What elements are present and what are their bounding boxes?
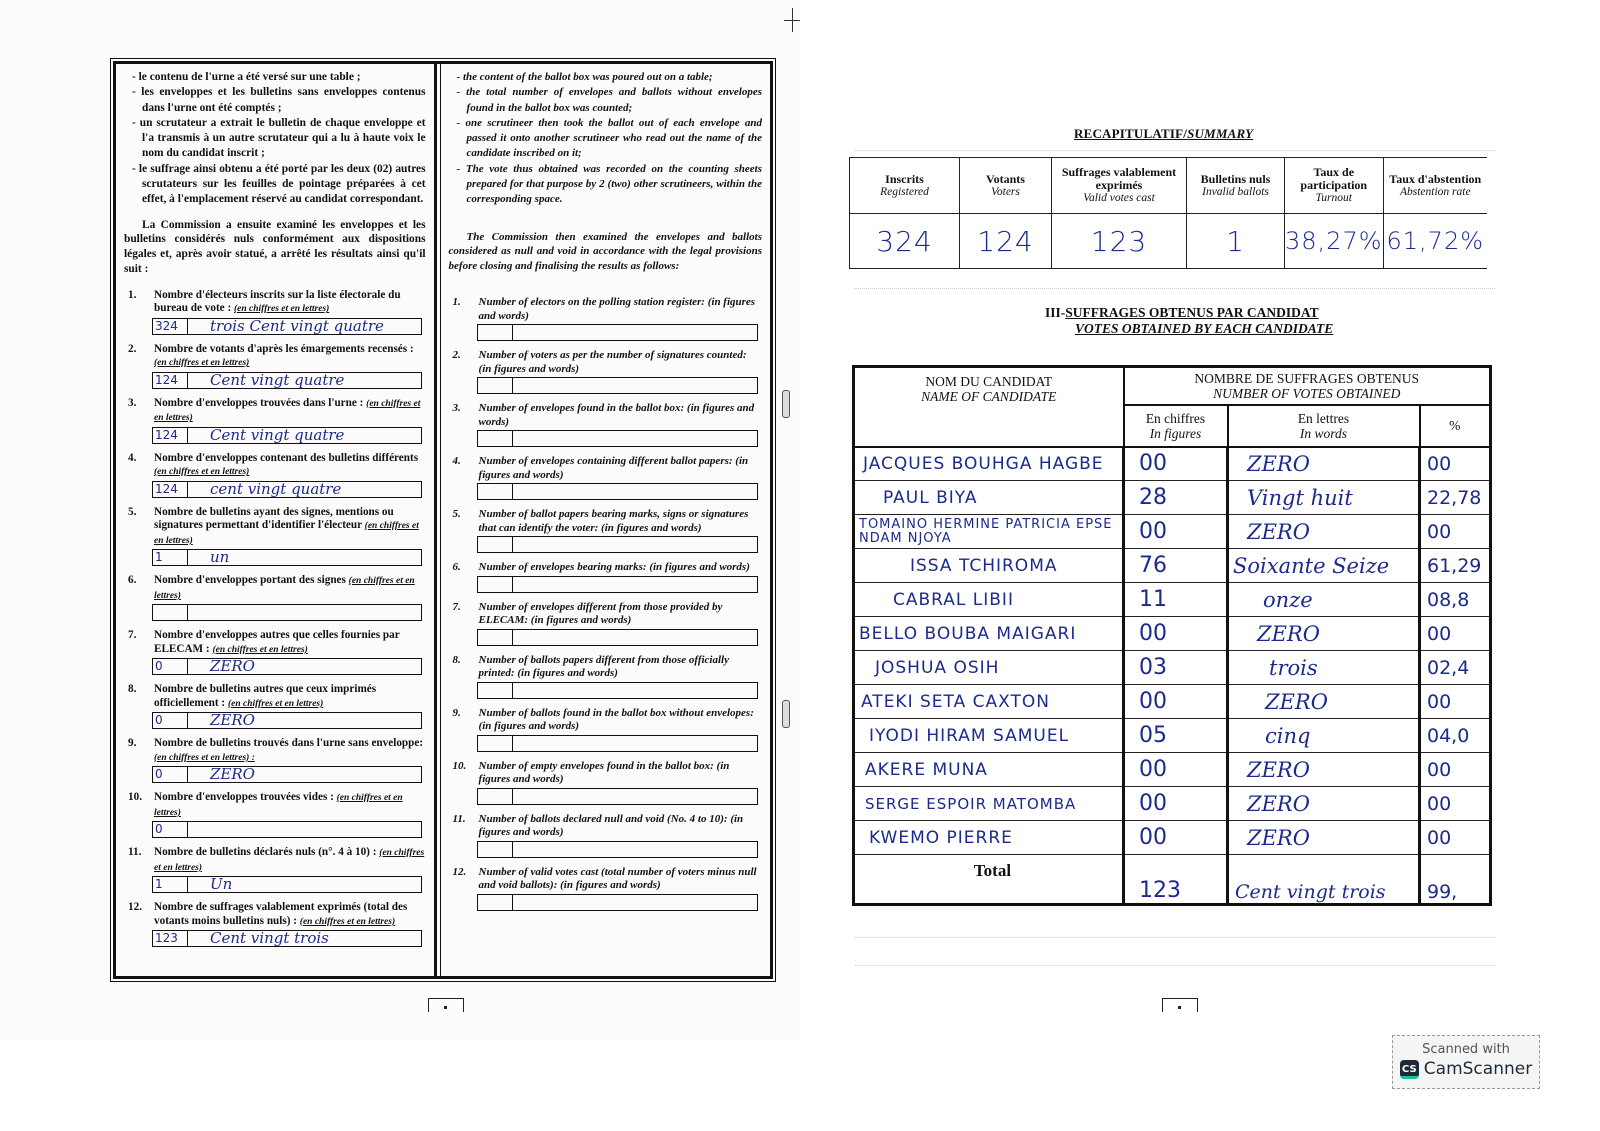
votes-percent: 22,78 xyxy=(1420,481,1491,515)
candidate-name: JOSHUA OSIH xyxy=(854,651,1124,685)
answer-field[interactable] xyxy=(152,658,422,675)
votes-figures: 05 xyxy=(1124,719,1228,753)
answer-field[interactable] xyxy=(152,549,422,566)
candidate-name: IYODI HIRAM SAMUEL xyxy=(854,719,1124,753)
answer-words xyxy=(513,325,757,340)
item-hint: (in figures and words) xyxy=(478,362,580,375)
item-en-2 xyxy=(449,349,762,394)
item-fr-5 xyxy=(124,506,426,567)
candidate-name: JACQUES BOUHGA HAGBE xyxy=(854,447,1124,481)
votes-percent: 00 xyxy=(1420,753,1491,787)
item-label: Number of ballots found in the ballot box without envelopes: xyxy=(478,706,754,719)
votes-words: ZERO xyxy=(1228,787,1420,821)
candidate-name: AKERE MUNA xyxy=(854,753,1124,787)
item-hint: (in figures and words) xyxy=(478,759,730,786)
answer-words: trois Cent vingt quatre xyxy=(210,316,384,335)
summary-values-row xyxy=(850,214,1488,269)
item-label: Nombre de bulletins autres que ceux imprimés officiellement : xyxy=(154,683,377,709)
votes-figures: 00 xyxy=(1124,685,1228,719)
votes-figures: 00 xyxy=(1124,753,1228,787)
votes-percent: 00 xyxy=(1420,821,1491,855)
item-number: 5. xyxy=(452,508,461,521)
answer-figure xyxy=(478,537,513,552)
item-label: Nombre de votants d'après les émargements recensés : xyxy=(154,342,414,355)
item-hint: (en chiffres et en lettres) xyxy=(233,304,330,315)
item-hint: (en chiffres et en lettres) xyxy=(154,521,419,546)
item-label: Nombre d'enveloppes trouvées vides : xyxy=(154,791,334,804)
answer-figure: 0 xyxy=(153,822,188,837)
item-hint: (in figures and words) xyxy=(478,455,749,481)
candidate-row xyxy=(854,583,1491,617)
dotted-line xyxy=(855,288,1495,289)
value-abstention: 61,72% xyxy=(1383,214,1487,269)
candidate-row xyxy=(854,515,1491,549)
header-valid-votes: Suffrages valablement exprimés Valid votes cast xyxy=(1052,158,1187,214)
item-number: 3. xyxy=(128,396,137,409)
item-label: Number of ballot papers bearing marks, signs or signatures that can identify the voter: xyxy=(478,508,749,534)
minutes-form xyxy=(113,61,773,979)
dotted-line xyxy=(855,937,1495,938)
total-words: Cent vingt trois xyxy=(1228,855,1420,905)
item-en-4 xyxy=(449,455,762,500)
candidate-name: BELLO BOUBA MAIGARI xyxy=(854,617,1124,651)
item-hint: (in figures and words) xyxy=(478,402,755,428)
answer-field[interactable] xyxy=(477,576,758,593)
answer-figure: 0 xyxy=(153,767,188,782)
votes-percent: 02,4 xyxy=(1420,651,1491,685)
answer-figure xyxy=(153,605,188,620)
answer-field[interactable] xyxy=(477,788,758,805)
header-invalid-ballots: Bulletins nuls Invalid ballots xyxy=(1187,158,1285,214)
item-label: Nombre d'enveloppes autres que celles fournies par ELECAM : xyxy=(154,629,400,655)
candidate-name: TOMAINO HERMINE PATRICIA EPSE NDAM NJOYA xyxy=(854,515,1124,549)
value-valid-votes: 123 xyxy=(1052,214,1187,269)
binding-staple xyxy=(782,390,790,418)
answer-words xyxy=(513,577,757,592)
answer-words xyxy=(513,630,757,645)
item-number: 1. xyxy=(452,296,461,309)
answer-words: ZERO xyxy=(210,765,255,784)
item-label: Number of envelopes containing different ballot papers: xyxy=(478,455,733,468)
item-en-12 xyxy=(449,866,762,911)
candidate-row xyxy=(854,549,1491,583)
section-title xyxy=(1045,305,1333,337)
candidate-name: KWEMO PIERRE xyxy=(854,821,1124,855)
summary-title-en: SUMMARY xyxy=(1187,126,1254,141)
item-number: 11. xyxy=(128,846,142,859)
candidate-row xyxy=(854,821,1491,855)
votes-percent: 00 xyxy=(1420,617,1491,651)
item-en-11 xyxy=(449,813,762,858)
item-hint: (en chiffres et en lettres) xyxy=(227,698,324,709)
answer-words: cent vingt quatre xyxy=(210,479,342,498)
candidate-row xyxy=(854,651,1491,685)
item-fr-9 xyxy=(124,737,426,783)
votes-figures: 00 xyxy=(1124,821,1228,855)
votes-percent: 61,29 xyxy=(1420,549,1491,583)
answer-field[interactable] xyxy=(477,841,758,858)
item-label: Number of envelopes found in the ballot box: xyxy=(478,402,685,415)
item-en-1 xyxy=(449,296,762,341)
candidates-table xyxy=(852,365,1492,906)
answer-field[interactable] xyxy=(152,876,422,893)
votes-words: ZERO xyxy=(1228,685,1420,719)
header-voters: Votants Voters xyxy=(960,158,1052,214)
item-fr-6 xyxy=(124,574,426,621)
votes-words: ZERO xyxy=(1228,617,1420,651)
item-en-10 xyxy=(449,760,762,805)
item-fr-7 xyxy=(124,629,426,675)
votes-words: ZERO xyxy=(1228,515,1420,549)
bullet-fr: - le suffrage ainsi obtenu a été porté par les deux (02) autres scrutateurs sur les feuilles de pointage préparées à cet effet, à l'emplacement réservé au candidat correspondant. xyxy=(132,162,426,206)
answer-words xyxy=(513,537,757,552)
candidate-name: CABRAL LIBII xyxy=(854,583,1124,617)
item-fr-12 xyxy=(124,901,426,947)
answer-figure xyxy=(478,736,513,751)
value-invalid-ballots: 1 xyxy=(1187,214,1285,269)
answer-figure: 124 xyxy=(153,482,188,497)
value-turnout: 38,27% xyxy=(1285,214,1384,269)
item-label: Nombre d'enveloppes contenant des bulletins différents xyxy=(154,451,419,464)
watermark-caption: Scanned with xyxy=(1422,1042,1510,1057)
candidate-row xyxy=(854,719,1491,753)
item-hint: (in figures and words) xyxy=(601,521,702,534)
item-hint: (en chiffres et en lettres) xyxy=(154,793,403,818)
item-fr-3 xyxy=(124,397,426,444)
item-number: 9. xyxy=(452,706,461,719)
votes-figures: 00 xyxy=(1124,617,1228,651)
intro-en: The Commission then examined the envelopes and ballots considered as null and void in accordance with the legal provisions before closing and finalising the results as follows: xyxy=(448,230,762,273)
answer-figure: 124 xyxy=(153,428,188,443)
votes-figures: 11 xyxy=(1124,583,1228,617)
answer-figure xyxy=(478,630,513,645)
answer-words xyxy=(513,683,757,698)
item-number: 7. xyxy=(128,629,137,642)
candidates-header-row xyxy=(854,367,1491,405)
item-number: 11. xyxy=(452,812,466,825)
item-fr-10 xyxy=(124,791,426,838)
item-hint: (en chiffres et en lettres) xyxy=(154,358,250,369)
item-hint: (in figures and words) xyxy=(649,561,750,574)
votes-words: Vingt huit xyxy=(1228,481,1420,515)
answer-field[interactable] xyxy=(152,712,422,729)
answer-words xyxy=(513,842,757,857)
answer-figure xyxy=(478,789,513,804)
item-number: 8. xyxy=(452,653,461,666)
candidate-name: ISSA TCHIROMA xyxy=(854,549,1124,583)
item-number: 3. xyxy=(452,402,461,415)
page-registration-mark xyxy=(1162,998,1198,1012)
answer-figure xyxy=(478,325,513,340)
bullet-en: - the total number of envelopes and ballots without envelopes found in the ballot box was counted; xyxy=(456,86,762,114)
item-fr-11 xyxy=(124,846,426,893)
answer-words xyxy=(513,736,757,751)
item-fr-2 xyxy=(124,343,426,389)
summary-table xyxy=(849,157,1487,269)
votes-percent: 00 xyxy=(1420,515,1491,549)
item-en-8 xyxy=(449,654,762,699)
item-label: Number of ballots declared null and void (No. 4 to 10): xyxy=(478,812,728,825)
bullet-en: - one scrutineer then took the ballot out of each envelope and passed it onto another scrutineer who read out the name of the candidate inscribed on it; xyxy=(456,116,762,160)
answer-field[interactable] xyxy=(152,318,422,335)
page-registration-mark xyxy=(428,998,464,1012)
answer-field[interactable] xyxy=(152,821,422,838)
header-registered: Inscrits Registered xyxy=(850,158,960,214)
answer-words xyxy=(513,484,757,499)
item-label: Number of envelopes different from those provided by ELECAM: xyxy=(478,600,723,627)
item-number: 6. xyxy=(452,561,461,574)
procedure-bullets-fr xyxy=(124,70,426,208)
answer-words: un xyxy=(210,548,230,567)
item-hint: (en chiffres et en lettres) xyxy=(212,644,308,655)
answer-figure xyxy=(478,577,513,592)
header-in-figures: En chiffres In figures xyxy=(1124,405,1228,447)
item-en-7 xyxy=(449,601,762,646)
answer-words: ZERO xyxy=(210,657,255,676)
summary-title-fr: RECAPITULATIF/ xyxy=(1074,126,1188,141)
votes-percent: 00 xyxy=(1420,447,1491,481)
answer-field[interactable] xyxy=(477,430,758,447)
answer-words: ZERO xyxy=(210,711,255,730)
item-en-6 xyxy=(449,561,762,593)
header-turnout: Taux de participation Turnout xyxy=(1285,158,1384,214)
camscanner-watermark xyxy=(1392,1035,1540,1089)
answer-figure: 1 xyxy=(153,877,188,892)
item-number: 5. xyxy=(128,505,137,518)
item-label: Number of voters as per the number of signatures counted: xyxy=(478,349,747,362)
item-number: 10. xyxy=(128,791,142,804)
candidate-row xyxy=(854,685,1491,719)
candidate-row xyxy=(854,447,1491,481)
answer-field[interactable] xyxy=(152,372,422,389)
votes-words: ZERO xyxy=(1228,821,1420,855)
section-prefix: III- xyxy=(1045,305,1066,320)
item-number: 2. xyxy=(452,349,461,362)
left-page xyxy=(0,0,800,1040)
item-hint: (en chiffres et en lettres) : xyxy=(154,752,255,763)
header-percent: % xyxy=(1420,405,1491,447)
item-number: 12. xyxy=(452,865,467,878)
candidate-row xyxy=(854,481,1491,515)
value-registered: 324 xyxy=(850,214,960,269)
answer-field[interactable] xyxy=(152,481,422,498)
dotted-line xyxy=(855,150,1495,151)
bullet-fr: - un scrutateur a extrait le bulletin de chaque enveloppe et l'a transmis à un autre scrutateur qui a lu à haute voix le nom du candidat inscrit ; xyxy=(132,116,426,160)
items-en xyxy=(449,296,762,911)
right-page xyxy=(800,0,1500,1040)
item-en-3 xyxy=(449,402,762,447)
item-hint: (en chiffres et en lettres) xyxy=(154,467,250,478)
answer-figure: 1 xyxy=(153,550,188,565)
votes-percent: 00 xyxy=(1420,685,1491,719)
answer-words xyxy=(513,789,757,804)
bullet-fr: - les enveloppes et les bulletins sans enveloppes contenus dans l'urne ont été comptés ; xyxy=(132,86,426,114)
item-label: Number of ballots papers different from those officially printed: xyxy=(478,653,729,680)
bullet-en: - The vote thus obtained was recorded on the counting sheets prepared for that purpose by 2 (two) other scrutineers, within the corresponding space. xyxy=(456,162,762,206)
item-label: Nombre d'enveloppes portant des signes xyxy=(154,574,346,587)
item-number: 7. xyxy=(452,600,461,613)
item-fr-8 xyxy=(124,683,426,729)
votes-words: trois xyxy=(1228,651,1420,685)
answer-field[interactable] xyxy=(477,735,758,752)
answer-words xyxy=(188,822,421,837)
candidate-name: ATEKI SETA CAXTON xyxy=(854,685,1124,719)
candidate-name: SERGE ESPOIR MATOMBA xyxy=(854,787,1124,821)
answer-figure: 123 xyxy=(153,931,188,946)
candidate-name: PAUL BIYA xyxy=(854,481,1124,515)
item-number: 12. xyxy=(128,901,142,914)
item-hint: (en chiffres et en lettres) xyxy=(154,398,421,424)
item-label: Nombre de bulletins déclarés nuls (n°. 4 à 10) : xyxy=(154,846,377,859)
item-number: 2. xyxy=(128,342,137,355)
summary-title xyxy=(1074,126,1253,142)
item-number: 4. xyxy=(128,451,137,464)
item-number: 8. xyxy=(128,683,137,696)
item-number: 1. xyxy=(128,288,137,301)
total-percent: 99, xyxy=(1420,855,1491,905)
bullet-fr: - le contenu de l'urne a été versé sur une table ; xyxy=(132,71,361,83)
item-label: Number of valid votes cast (total number of voters minus null and void ballots): xyxy=(478,865,757,892)
votes-percent: 04,0 xyxy=(1420,719,1491,753)
item-label: Nombre de bulletins trouvés dans l'urne sans enveloppe: xyxy=(154,737,424,750)
item-en-5 xyxy=(449,508,762,553)
answer-field[interactable] xyxy=(477,682,758,699)
answer-figure: 124 xyxy=(153,373,188,388)
answer-field[interactable] xyxy=(152,604,422,621)
item-hint: (in figures and words) xyxy=(478,720,580,733)
answer-field[interactable] xyxy=(477,536,758,553)
header-candidate-name: NOM DU CANDIDAT NAME OF CANDIDATE xyxy=(854,367,1124,447)
votes-percent: 00 xyxy=(1420,787,1491,821)
total-row xyxy=(854,855,1491,905)
answer-field[interactable] xyxy=(152,766,422,783)
bullet-en: - the content of the ballot box was poured out on a table; xyxy=(456,71,713,83)
item-number: 6. xyxy=(128,574,137,587)
item-label: Nombre d'électeurs inscrits sur la liste électorale du bureau de vote : xyxy=(154,288,401,315)
item-hint: (en chiffres et en lettres) xyxy=(299,916,396,927)
answer-field[interactable] xyxy=(477,483,758,500)
votes-figures: 00 xyxy=(1124,447,1228,481)
french-column xyxy=(116,64,437,976)
item-hint: (in figures and words) xyxy=(478,296,756,322)
header-abstention: Taux d'abstention Abstention rate xyxy=(1383,158,1487,214)
item-hint: (in figures and words) xyxy=(560,879,661,892)
item-fr-1 xyxy=(124,289,426,335)
answer-words: Cent vingt quatre xyxy=(210,370,345,389)
answer-figure xyxy=(478,431,513,446)
answer-figure xyxy=(478,484,513,499)
item-label: Nombre d'enveloppes trouvées dans l'urne : xyxy=(154,396,364,409)
candidate-row xyxy=(854,753,1491,787)
watermark-brand: CamScanner xyxy=(1423,1059,1533,1079)
item-label: Nombre de bulletins ayant des signes, mentions ou signatures permettant d'identifier l'électeur xyxy=(154,505,394,532)
votes-words: onze xyxy=(1228,583,1420,617)
answer-figure xyxy=(478,378,513,393)
answer-figure: 0 xyxy=(153,713,188,728)
answer-field[interactable] xyxy=(152,930,422,947)
summary-header-row xyxy=(850,158,1488,214)
answer-words xyxy=(513,378,757,393)
header-votes-obtained: NOMBRE DE SUFFRAGES OBTENUS NUMBER OF VOTES OBTAINED xyxy=(1124,367,1491,405)
votes-words: Soixante Seize xyxy=(1228,549,1420,583)
answer-words: Cent vingt quatre xyxy=(210,425,345,444)
answer-field[interactable] xyxy=(477,894,758,911)
section-title-en: VOTES OBTAINED BY EACH CANDIDATE xyxy=(1075,321,1334,336)
camscanner-logo-icon: CS xyxy=(1400,1060,1419,1079)
item-label: Nombre de suffrages valablement exprimés (total des votants moins bulletins nuls) : xyxy=(154,901,408,927)
candidate-row xyxy=(854,617,1491,651)
votes-figures: 00 xyxy=(1124,787,1228,821)
item-label: Number of envelopes bearing marks: xyxy=(478,561,647,574)
votes-words: ZERO xyxy=(1228,753,1420,787)
total-label: Total xyxy=(854,855,1124,905)
item-fr-4 xyxy=(124,452,426,498)
item-hint: (in figures and words) xyxy=(530,614,632,627)
answer-words: Cent vingt trois xyxy=(210,929,329,948)
votes-figures: 28 xyxy=(1124,481,1228,515)
answer-words xyxy=(188,605,421,620)
item-hint: (en chiffres et en lettres) xyxy=(154,576,415,601)
item-hint: (en chiffres et en lettres) xyxy=(154,848,425,873)
items-fr xyxy=(124,289,426,948)
answer-field[interactable] xyxy=(152,427,422,444)
votes-words: cinq xyxy=(1228,719,1420,753)
english-column xyxy=(440,64,770,976)
item-number: 10. xyxy=(452,759,467,772)
dotted-line xyxy=(855,965,1495,966)
answer-words: Un xyxy=(210,875,233,894)
item-number: 9. xyxy=(128,737,137,750)
answer-field[interactable] xyxy=(477,324,758,341)
answer-figure xyxy=(478,895,513,910)
answer-figure: 324 xyxy=(153,319,188,334)
answer-field[interactable] xyxy=(477,629,758,646)
item-number: 4. xyxy=(452,455,461,468)
answer-figure: 0 xyxy=(153,659,188,674)
intro-fr: La Commission a ensuite examiné les enveloppes et les bulletins considérés nuls conformément aux dispositions légales et, après avoir statué, a arrêté les résultats ainsi qu'il suit : xyxy=(124,218,426,276)
answer-figure xyxy=(478,842,513,857)
total-figures: 123 xyxy=(1124,855,1228,905)
votes-words: ZERO xyxy=(1228,447,1420,481)
item-label: Number of empty envelopes found in the ballot box: xyxy=(478,759,714,772)
votes-figures: 00 xyxy=(1124,515,1228,549)
votes-percent: 08,8 xyxy=(1420,583,1491,617)
item-hint: (in figures and words) xyxy=(478,812,744,839)
votes-figures: 76 xyxy=(1124,549,1228,583)
procedure-bullets-en xyxy=(449,70,762,208)
value-voters: 124 xyxy=(960,214,1052,269)
binding-staple xyxy=(782,700,790,728)
item-en-9 xyxy=(449,707,762,752)
answer-field[interactable] xyxy=(477,377,758,394)
item-hint: (in figures and words) xyxy=(517,667,618,680)
answer-words xyxy=(513,431,757,446)
candidate-row xyxy=(854,787,1491,821)
section-title-fr: SUFFRAGES OBTENUS PAR CANDIDAT xyxy=(1065,305,1319,320)
header-in-words: En lettres In words xyxy=(1228,405,1420,447)
item-label: Number of electors on the polling station register: xyxy=(478,296,705,309)
answer-words xyxy=(513,895,757,910)
answer-figure xyxy=(478,683,513,698)
votes-figures: 03 xyxy=(1124,651,1228,685)
